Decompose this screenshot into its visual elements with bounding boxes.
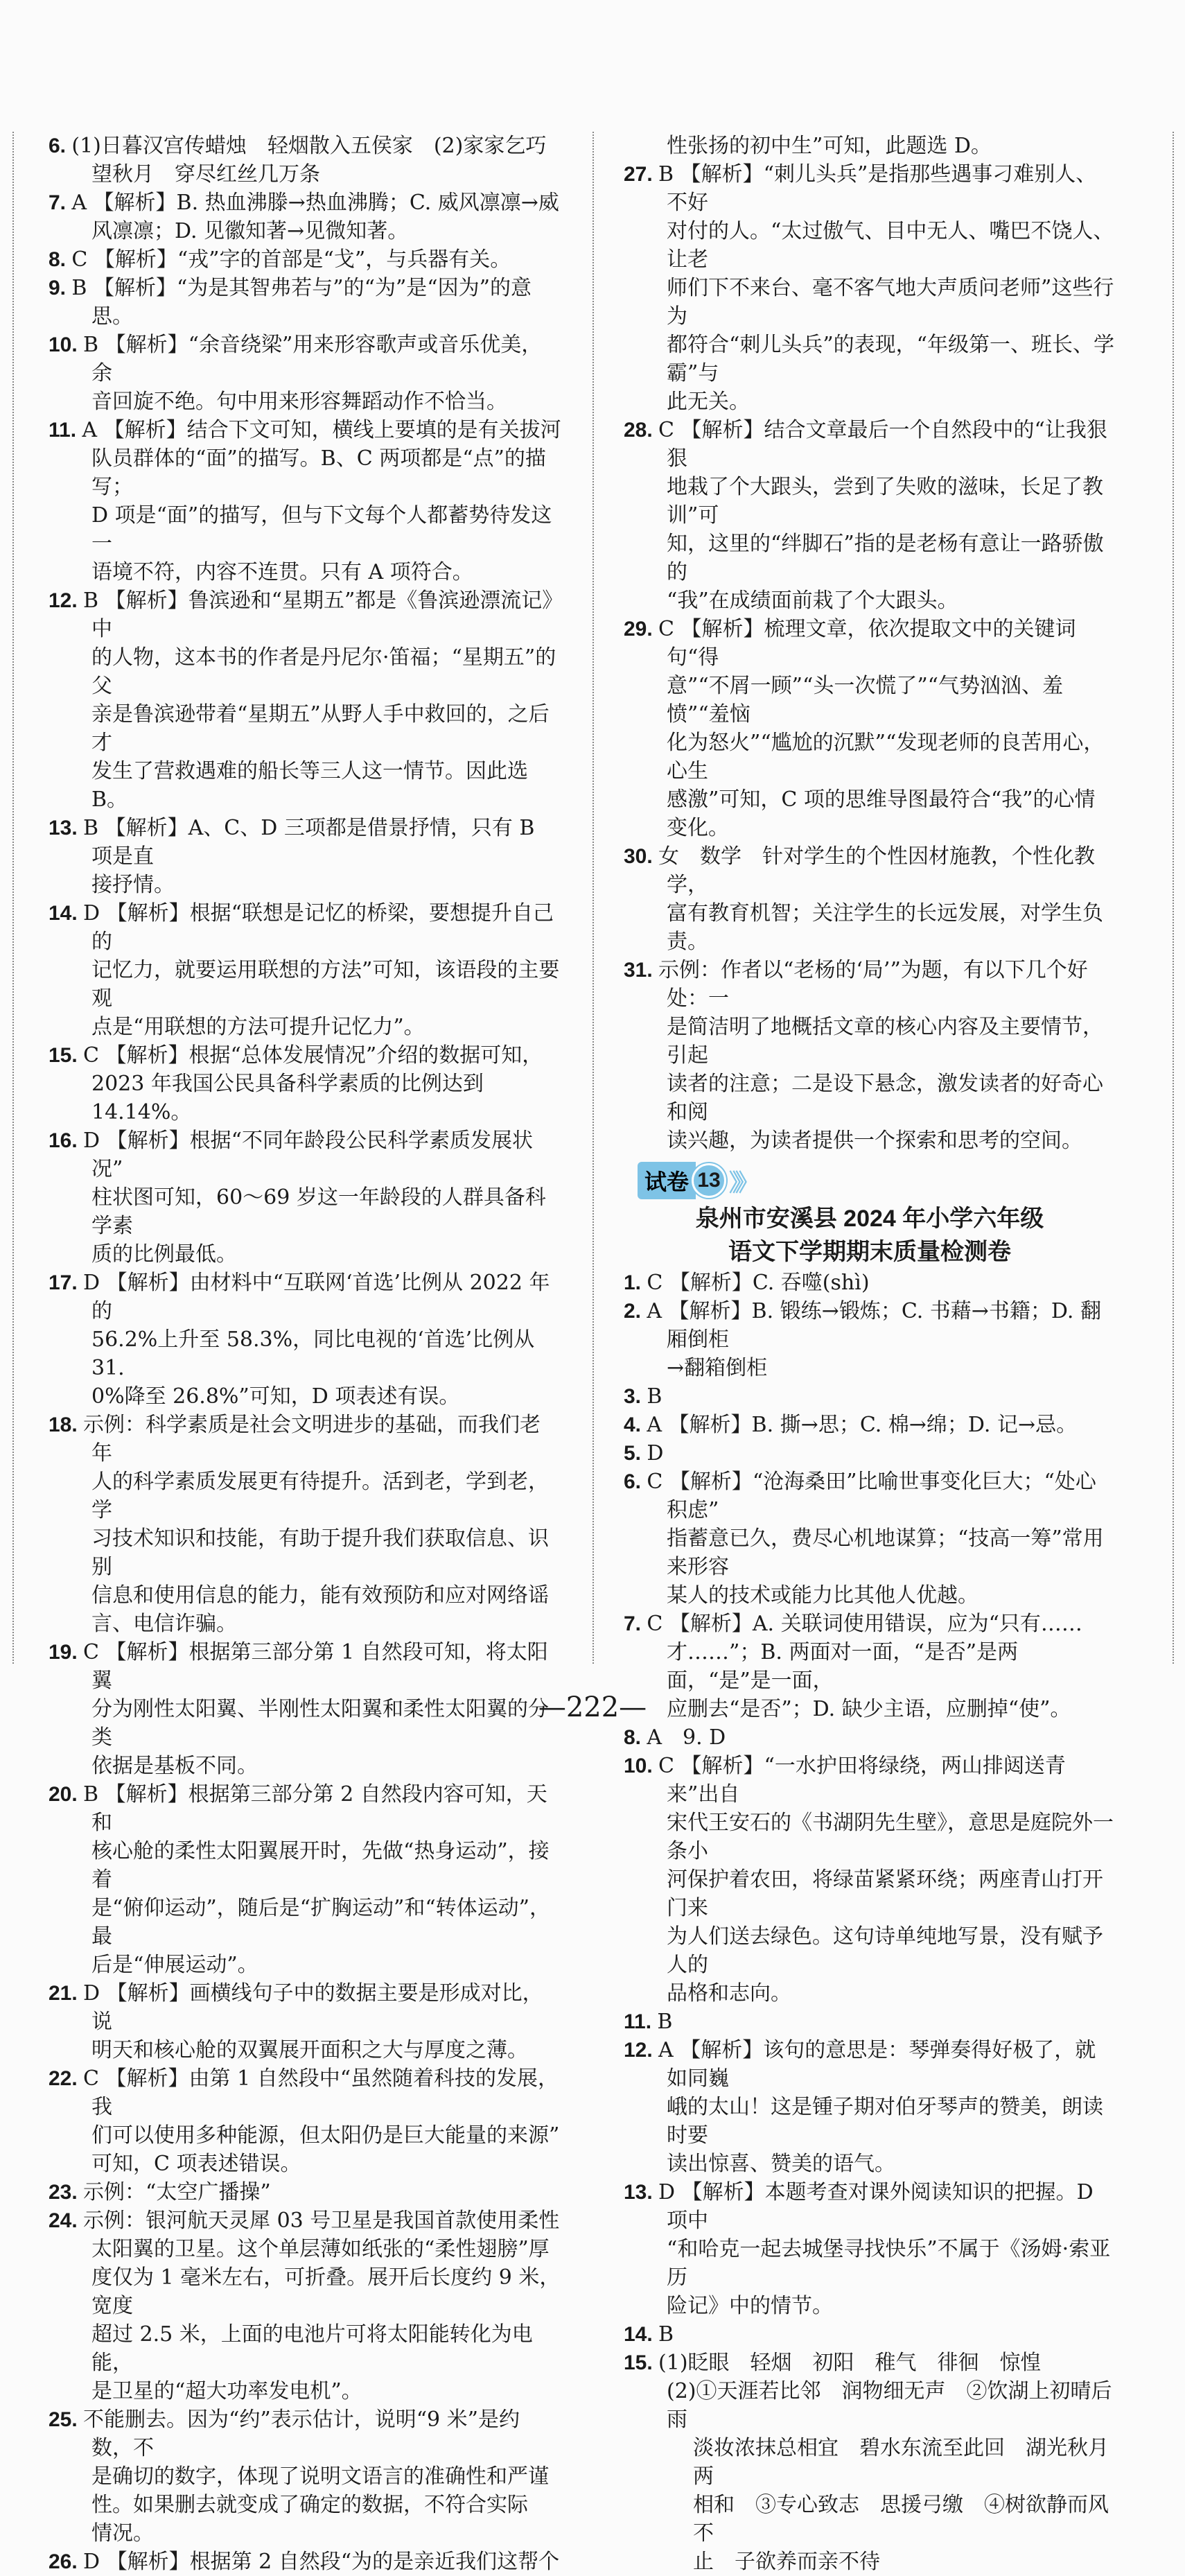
answer-text: C 【解析】根据“总体发展情况”介绍的数据可知，	[83, 1043, 543, 1068]
answer-continuation: 是“俯仰运动”，随后是“扩胸运动”和“转体运动”，最	[91, 1896, 551, 1949]
answer-item	[49, 245, 561, 274]
answer-continuation: 风凛凛；D. 见徽知著→见微知著。	[91, 219, 409, 243]
answer-number: 29.	[624, 618, 659, 641]
answer-item	[624, 1468, 1116, 1524]
answer-number: 21.	[49, 1982, 84, 2005]
answer-item	[49, 2178, 561, 2207]
answer-text: D 【解析】根据“不同年龄段公民科学素质发展状况”	[83, 1129, 533, 1181]
answer-text: D 【解析】由材料中“互联网‘首选’比例从 2022 年的	[83, 1271, 550, 1323]
answer-item	[624, 2008, 1116, 2036]
answer-item	[49, 1638, 561, 1695]
answer-number: 13.	[624, 2181, 659, 2204]
answer-item	[49, 2064, 561, 2121]
answer-continuation: 峨的太山！这是锺子期对伯牙琴声的赞美，朗读时要	[667, 2095, 1103, 2148]
answer-number: 19.	[49, 1641, 84, 1664]
answer-continuation: 读兴趣，为读者提供一个探索和思考的空间。	[667, 1129, 1082, 1153]
answer-continuation: 师们下不来台、毫不客气地大声质问老师”这些行为	[667, 276, 1114, 329]
answer-continuation: 后是“伸展运动”。	[91, 1953, 258, 1977]
answer-number: 24.	[49, 2209, 84, 2232]
answer-number: 25.	[49, 2408, 84, 2431]
answer-number: 22.	[49, 2067, 84, 2090]
answer-continuation: 明天和核心舱的双翼展开面积之大与厚度之薄。	[91, 2038, 528, 2062]
answer-continuation: 太阳翼的卫星。这个单层薄如纸张的“柔性翅膀”厚	[91, 2237, 550, 2261]
answer-continuation: 是确切的数字，体现了说明文语言的准确性和严谨	[91, 2464, 549, 2489]
answer-item	[49, 1126, 561, 1183]
answer-continuation: 才……”；B. 两面对一面，“是否”是两面，“是”是一面，	[667, 1640, 1019, 1693]
page-number: —222—	[538, 1691, 647, 1723]
answer-item	[49, 1411, 561, 1468]
answer-number: 10.	[624, 1755, 659, 1777]
answer-text: B 【解析】A、C、D 三项都是借景抒情，只有 B 项是直	[83, 816, 535, 869]
answer-number: 17.	[49, 1271, 84, 1294]
answer-number: 11.	[624, 2010, 658, 2033]
answer-continuation: 言、电信诈骗。	[91, 1612, 237, 1636]
answer-continuation: 感激”可知，C 项的思维导图最符合“我”的心情变化。	[667, 787, 1096, 840]
answer-continuation: 柱状图可知，60～69 岁这一年龄段的人群具备科学素	[91, 1185, 546, 1238]
answer-continuation: 的人物，这本书的作者是丹尼尔·笛福；“星期五”的父	[91, 645, 556, 698]
answer-item	[49, 132, 561, 160]
answer-number: 11.	[49, 419, 82, 442]
answer-number: 15.	[624, 2351, 659, 2374]
answer-text: 女 数学 针对学生的个性因材施教，个性化教学，	[658, 844, 1096, 897]
answer-item	[624, 1411, 1116, 1439]
answer-item	[624, 1610, 1116, 1638]
answer-text: A 【解析】该句的意思是：琴弹奏得好极了，就如同巍	[658, 2038, 1096, 2091]
answer-text: B 【解析】根据第三部分第 2 自然段内容可知，天和	[83, 1782, 547, 1835]
answer-text: D 【解析】根据第 2 自然段“为的是亲近我们这帮个	[83, 2550, 560, 2574]
answer-continuation: 地栽了个大跟头，尝到了失败的滋味，长足了教训”可	[667, 475, 1103, 528]
answer-item	[49, 1780, 561, 1837]
answer-number: 28.	[624, 419, 659, 442]
answer-text: B 【解析】鲁滨逊和“星期五”都是《鲁滨逊漂流记》中	[83, 589, 553, 641]
answer-item	[49, 416, 561, 444]
answer-sub-line: (2)①天涯若比邻 润物细无声 ②饮湖上初晴后雨	[667, 2379, 1112, 2432]
answer-sub-line: 止 子欲养而亲不待	[693, 2550, 880, 2574]
answer-number: 13.	[49, 817, 84, 839]
answer-continuation: D 项是“面”的描写，但与下文每个人都蓄势待发这一	[91, 503, 552, 556]
answer-continuation: 0%降至 26.8%”可知，D 项表述有误。	[91, 1384, 460, 1409]
answer-continuation: 发生了营救遇难的船长等三人这一情节。因此选 B。	[91, 759, 528, 812]
answer-number: 23.	[49, 2181, 84, 2204]
answer-text: C 【解析】“一水护田将绿绕，两山排闼送青来”出自	[658, 1754, 1066, 1807]
answer-text: C 【解析】C. 吞噬(shì)	[647, 1271, 870, 1295]
answer-item	[49, 331, 561, 388]
answer-text: C 【解析】结合文章最后一个自然段中的“让我狠狠	[658, 418, 1107, 471]
answer-continuation: 度仅为 1 毫米左右，可折叠。展开后长度约 9 米，宽度	[91, 2265, 561, 2318]
answer-continuation: “和哈克一起去城堡寻找快乐”不属于《汤姆·索亚历	[667, 2237, 1111, 2290]
answer-item	[49, 586, 561, 643]
answer-number: 4.	[624, 1413, 647, 1436]
answer-number: 8.	[624, 1726, 647, 1749]
answer-continuation: 应删去“是否”；D. 缺少主语，应删掉“使”。	[667, 1697, 1071, 1721]
answer-item	[624, 160, 1116, 217]
paper-title-line-1: 泉州市安溪县 2024 年小学六年级	[695, 1206, 1044, 1232]
answer-item	[49, 1269, 561, 1325]
column-divider	[592, 132, 594, 1664]
answer-item	[624, 956, 1116, 1013]
answer-text: C 【解析】“沧海桑田”比喻世事变化巨大；“处心积虑”	[647, 1470, 1096, 1522]
answer-item	[49, 1979, 561, 2036]
answer-continuation: 点是“用联想的方法可提升记忆力”。	[91, 1015, 425, 1039]
answer-continuation: 核心舱的柔性太阳翼展开时，先做“热身运动”，接着	[91, 1839, 550, 1892]
answer-continuation: 人的科学素质发展更有待提升。活到老，学到老，学	[91, 1470, 549, 1522]
answer-number: 12.	[49, 589, 84, 612]
answer-text: A 【解析】结合下文可知，横线上要填的是有关拔河	[82, 418, 561, 442]
answer-number: 12.	[624, 2039, 659, 2062]
answer-item	[624, 416, 1116, 473]
answer-item	[49, 899, 561, 956]
paper-badge-label: 试卷	[638, 1162, 696, 1199]
answer-text: A 【解析】B. 撕→思；C. 棉→绵；D. 记→忌。	[647, 1413, 1078, 1437]
answer-sub-line: 相和 ③专心致志 思援弓缴 ④树欲静而风不	[693, 2493, 1109, 2545]
answer-continuation: 习技术知识和技能，有助于提升我们获取信息、识别	[91, 1526, 549, 1579]
left-margin-line	[12, 132, 14, 1664]
answer-text: C 【解析】“戎”字的首部是“戈”，与兵器有关。	[71, 247, 511, 272]
answer-text: D 【解析】本题考查对课外阅读知识的把握。D 项中	[658, 2180, 1094, 2233]
answer-number: 6.	[49, 134, 72, 157]
answer-item	[624, 1297, 1116, 1354]
answer-item	[624, 1752, 1116, 1809]
answer-text: 不能删去。因为“约”表示估计，说明“9 米”是约数，不	[83, 2408, 520, 2460]
answer-item	[49, 274, 561, 331]
answer-continuation: 读出惊喜、赞美的语气。	[667, 2152, 895, 2176]
answer-continuation: 望秋月 穿尽红丝几万条	[91, 162, 320, 186]
answer-number: 16.	[49, 1129, 84, 1152]
answer-continuation: 品格和志向。	[667, 1981, 791, 2005]
answer-item	[49, 2548, 561, 2576]
answer-continuation: 都符合“刺儿头兵”的表现，“年级第一、班长、学霸”与	[667, 333, 1115, 385]
answer-text: B	[657, 2010, 673, 2034]
answer-text: A 9. D	[647, 1725, 726, 1750]
answer-continuation: 富有教育机智；关注学生的长远发展，对学生负责。	[667, 901, 1103, 954]
answer-number: 26.	[49, 2550, 84, 2573]
answer-continuation: 依据是基板不同。	[91, 1754, 258, 1778]
answer-continuation: 某人的技术或能力比其他人优越。	[667, 1583, 978, 1608]
answer-continuation: 化为怒火”“尴尬的沉默”“发现老师的良苦用心，心生	[667, 731, 1105, 783]
answer-item	[624, 2036, 1116, 2093]
answer-number: 9.	[49, 277, 72, 299]
answer-number: 10.	[49, 333, 84, 356]
answer-continuation: 性。如果删去就变成了确定的数据，不符合实际	[91, 2493, 528, 2517]
answer-text: 示例：作者以“老杨的‘局’”为题，有以下几个好处：一	[658, 958, 1088, 1011]
answer-continuation: 分为刚性太阳翼、半刚性太阳翼和柔性太阳翼的分类	[91, 1697, 549, 1750]
answer-item	[624, 1723, 1116, 1752]
answer-text: B 【解析】“余音绕梁”用来形容歌声或音乐优美，余	[83, 333, 543, 385]
answer-number: 8.	[49, 248, 72, 271]
answer-text: B	[647, 1384, 662, 1409]
answer-sub-line: 淡妆浓抹总相宜 碧水东流至此回 湖光秋月两	[693, 2436, 1109, 2489]
answer-text: (1)眨眼 轻烟 初阳 稚气 徘徊 惊惶	[658, 2351, 1042, 2375]
answer-continuation: 是卫星的“超大功率发电机”。	[91, 2379, 362, 2403]
answer-continuation: 们可以使用多种能源，但太阳仍是巨大能量的来源”	[91, 2123, 560, 2148]
answer-item	[624, 2178, 1116, 2235]
answer-continuation: 语境不符，内容不连贯。只有 A 项符合。	[91, 560, 473, 584]
answer-number: 15.	[49, 1044, 84, 1067]
paper-title-line-2: 语文下学期期末质量检测卷	[728, 1239, 1011, 1265]
answer-text: 示例：科学素质是社会文明进步的基础，而我们老年	[83, 1413, 541, 1465]
left-column	[49, 132, 561, 2576]
answer-item	[49, 2207, 561, 2235]
answer-continuation: 56.2%上升至 58.3%，同比电视的‘首选’比例从 31.	[91, 1328, 535, 1380]
answer-text: B 【解析】“刺儿头兵”是指那些遇事刁难别人、不好	[658, 162, 1097, 215]
answer-number: 30.	[624, 845, 659, 868]
right-column	[624, 132, 1116, 2576]
answer-continuation: 险记》中的情节。	[667, 2294, 833, 2318]
answer-continuation: 是简洁明了地概括文章的核心内容及主要情节，引起	[667, 1015, 1103, 1068]
answer-number: 18.	[49, 1413, 84, 1436]
answer-continuation: 质的比例最低。	[91, 1242, 237, 1267]
answer-continuation: 河保护着农田，将绿苗紧紧环绕；两座青山打开门来	[667, 1868, 1103, 1920]
answers-paper-13	[624, 1269, 1116, 2576]
paper-badge-number: 13	[692, 1163, 726, 1198]
answer-text: A 【解析】B. 锻练→锻炼；C. 书藉→书籍；D. 翻厢倒柜	[647, 1299, 1101, 1352]
answer-continuation: →翻箱倒柜	[667, 1356, 768, 1380]
answer-continuation: 此无关。	[667, 390, 750, 414]
answer-item	[624, 2349, 1116, 2377]
answer-continuation: 宋代王安石的《书湖阴先生壁》，意思是庭院外一条小	[667, 1811, 1114, 1863]
answer-number: 3.	[624, 1385, 647, 1408]
right-margin-line	[1173, 132, 1174, 1664]
answer-continuation: 为人们送去绿色。这句诗单纯地写景，没有赋予人的	[667, 1924, 1103, 1977]
answer-continuation: 超过 2.5 米，上面的电池片可将太阳能转化为电能，	[91, 2322, 533, 2375]
answer-text: D 【解析】根据“联想是记忆的桥梁，要想提升自己的	[83, 901, 554, 954]
answer-continuation: 对付的人。“太过傲气、目中无人、嘴巴不饶人、让老	[667, 219, 1114, 272]
answer-number: 5.	[624, 1442, 647, 1465]
answer-item	[624, 1269, 1116, 1297]
answer-number: 14.	[624, 2323, 659, 2346]
answer-continuation: 意”“不屑一顾”“头一次慌了”“气势汹汹、羞愤”“羞恼	[667, 674, 1064, 726]
answer-text: (1)日暮汉宫传蜡烛 轻烟散入五侯家 (2)家家乞巧	[71, 134, 547, 158]
answer-continuation: 音回旋不绝。句中用来形容舞蹈动作不恰当。	[91, 390, 507, 414]
chevron-icon: 》》	[729, 1169, 754, 1197]
answer-text: C 【解析】梳理文章，依次提取文中的关键词句“得	[658, 617, 1076, 670]
answer-continuation: 性张扬的初中生”可知，此题选 D。	[667, 134, 992, 158]
answer-number: 27.	[624, 163, 659, 186]
answer-continuation: 队员群体的“面”的描写。B、C 两项都是“点”的描写；	[91, 446, 546, 499]
answer-continuation: 信息和使用信息的能力，能有效预防和应对网络谣	[91, 1583, 549, 1608]
answer-continuation: 记忆力，就要运用联想的方法”可知，该语段的主要观	[91, 958, 560, 1011]
answer-text: B	[658, 2322, 674, 2347]
answer-number: 7.	[49, 191, 72, 214]
answer-item	[624, 615, 1116, 672]
answer-continuation: 亲是鲁滨逊带着“星期五”从野人手中救回的，之后才	[91, 702, 550, 755]
answer-text: C 【解析】根据第三部分第 1 自然段可知，将太阳翼	[83, 1640, 548, 1693]
answer-number: 1.	[624, 1271, 647, 1294]
answer-number: 2.	[624, 1300, 647, 1323]
answer-item	[624, 1382, 1116, 1411]
answer-text: A 【解析】B. 热血沸滕→热血沸腾；C. 威风凛凛→威	[71, 191, 559, 215]
answer-text: 示例：银河航天灵犀 03 号卫星是我国首款使用柔性	[83, 2209, 560, 2233]
paper-badge	[638, 1162, 1116, 1199]
answer-number: 7.	[624, 1612, 647, 1635]
answer-number: 31.	[624, 959, 659, 982]
answer-text: 示例：“太空广播操”	[83, 2180, 271, 2204]
answer-continuation: 读者的注意；二是设下悬念，激发读者的好奇心和阅	[667, 1072, 1103, 1124]
answer-text: D	[647, 1441, 664, 1465]
answer-item	[49, 814, 561, 871]
answer-text: B 【解析】“为是其智弗若与”的“为”是“因为”的意思。	[71, 276, 532, 329]
answer-text: C 【解析】由第 1 自然段中“虽然随着科技的发展，我	[83, 2066, 559, 2119]
answer-continuation: 指蓄意已久，费尽心机地谋算；“技高一筹”常用来形容	[667, 1526, 1104, 1579]
answer-text: C 【解析】A. 关联词使用错误，应为“只有……	[647, 1612, 1082, 1636]
answer-continuation: “我”在成绩面前栽了个大跟头。	[667, 589, 958, 613]
answer-number: 6.	[624, 1470, 647, 1493]
answers-paper-12-continued	[624, 132, 1116, 1155]
answer-continuation: 可知，C 项表述错误。	[91, 2152, 301, 2176]
answer-continuation: 情况。	[91, 2521, 154, 2545]
answer-number: 20.	[49, 1783, 84, 1806]
answer-item	[49, 1041, 561, 1070]
answer-number: 14.	[49, 902, 84, 925]
answer-item	[49, 2405, 561, 2462]
answer-text: D 【解析】画横线句子中的数据主要是形成对比，说	[83, 1981, 543, 2034]
answer-continuation: 接抒情。	[91, 873, 175, 897]
answer-continuation: 知，这里的“绊脚石”指的是老杨有意让一路骄傲的	[667, 532, 1104, 584]
answer-item	[624, 2320, 1116, 2349]
answer-item	[624, 1439, 1116, 1468]
answer-item	[624, 842, 1116, 899]
answer-item	[49, 189, 561, 217]
answer-continuation: 2023 年我国公民具备科学素质的比例达到 14.14%。	[91, 1072, 484, 1124]
